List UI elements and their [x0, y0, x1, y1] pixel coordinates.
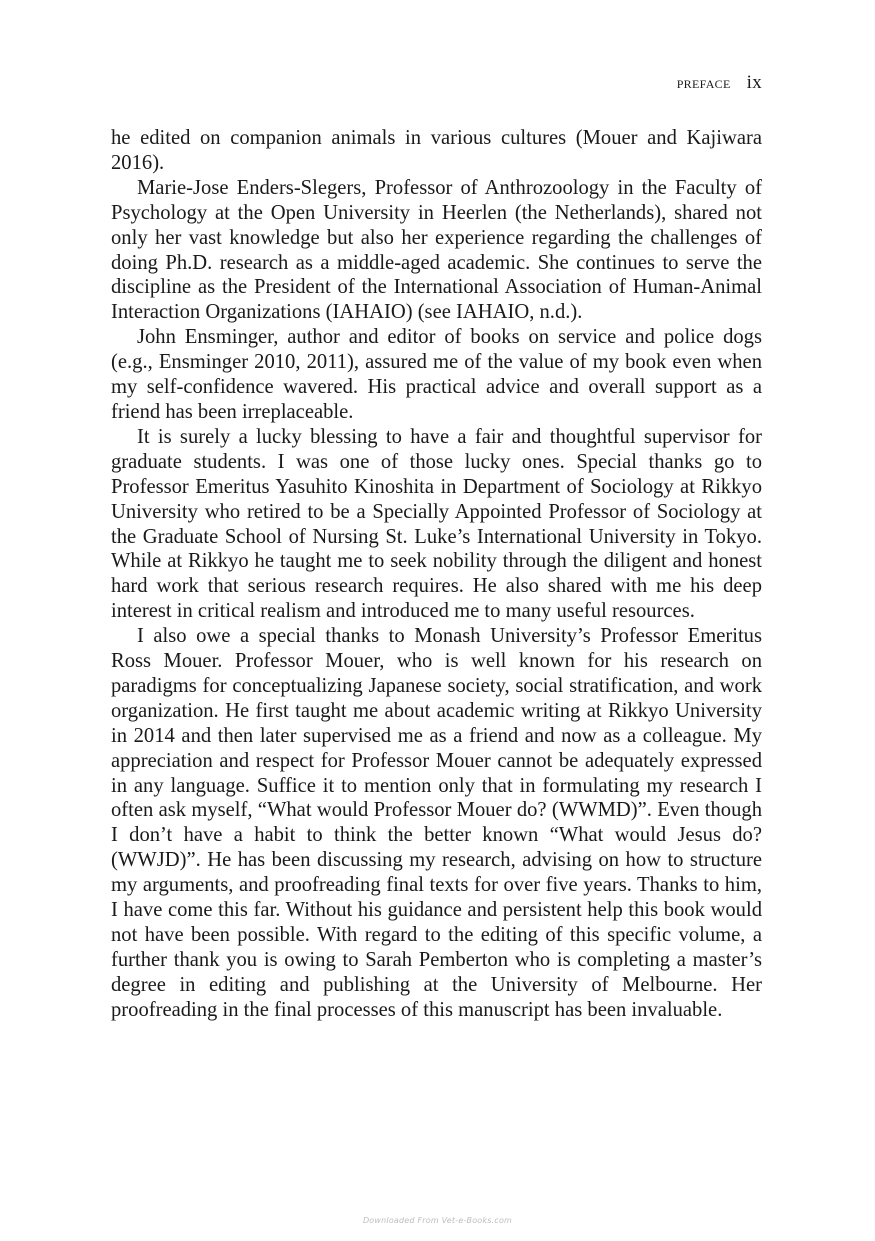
- paragraph-mouer: I also owe a special thanks to Monash University’s Professor Emeritus Ross Mouer. Professor Mouer, who is well known for his research on paradigms for conceptualizing Japanese society, social stratification, and work organization. He first taught me about academic writing at Rikkyo University in 2014 and then later supervised me as a friend and now as a colleague. My appreciation and respect for Professor Mouer cannot be adequately expressed in any language. Suffice it to mention only that in formulating my research I often ask myself, “What would Professor Mouer do? (WWMD)”. Even though I don’t have a habit to think the better known “What would Jesus do? (WWJD)”. He has been discussing my research, advising on how to structure my arguments, and proofreading final texts for over five years. Thanks to him, I have come this far. Without his guidance and persistent help this book would not have been possible. With regard to the editing of this specific volume, a further thank you is owing to Sarah Pemberton who is completing a master’s degree in editing and publishing at the University of Melbourne. Her proofreading in the final processes of this manuscript has been invaluable.: [111, 625, 762, 1021]
- footer-watermark: Downloaded From Vet-e-Books.com: [362, 1216, 513, 1225]
- page-number: ix: [746, 72, 762, 93]
- side-watermark: [2, 178, 12, 218]
- paragraph-continued: he edited on companion animals in various cultures (Mouer and Kajiwara 2016).: [111, 127, 762, 174]
- body-text: [111, 126, 762, 1023]
- paragraph-enders-slegers: Marie-Jose Enders-Slegers, Professor of Anthrozoology in the Faculty of Psychology at the Open University in Heerlen (the Netherlands), shared not only her vast knowledge but also her experience regarding the challenges of doing Ph.D. research as a middle-aged academic. She continues to serve the discipline as the President of the International Association of Human-Animal Interaction Organizations (IAHAIO) (see IAHAIO, n.d.).: [111, 176, 762, 324]
- paragraph-kinoshita: It is surely a lucky blessing to have a fair and thoughtful supervisor for graduate students. I was one of those lucky ones. Special thanks go to Professor Emeritus Yasuhito Kinoshita in Department of Sociology at Rikkyo University who retired to be a Specially Appointed Professor of Sociology at the Graduate School of Nursing St. Luke’s International University in Tokyo. While at Rikkyo he taught me to seek nobility through the diligent and honest hard work that serious research requires. He also shared with me his deep interest in critical realism and introduced me to many useful resources.: [111, 425, 762, 623]
- paragraph-ensminger: John Ensminger, author and editor of books on service and police dogs (e.g., Ensminger 2010, 2011), assured me of the value of my book even when my self-confidence wavered. His practical advice and overall support as a friend has been irreplaceable.: [111, 326, 762, 423]
- running-head: [677, 72, 762, 94]
- running-head-section: preface: [676, 73, 731, 92]
